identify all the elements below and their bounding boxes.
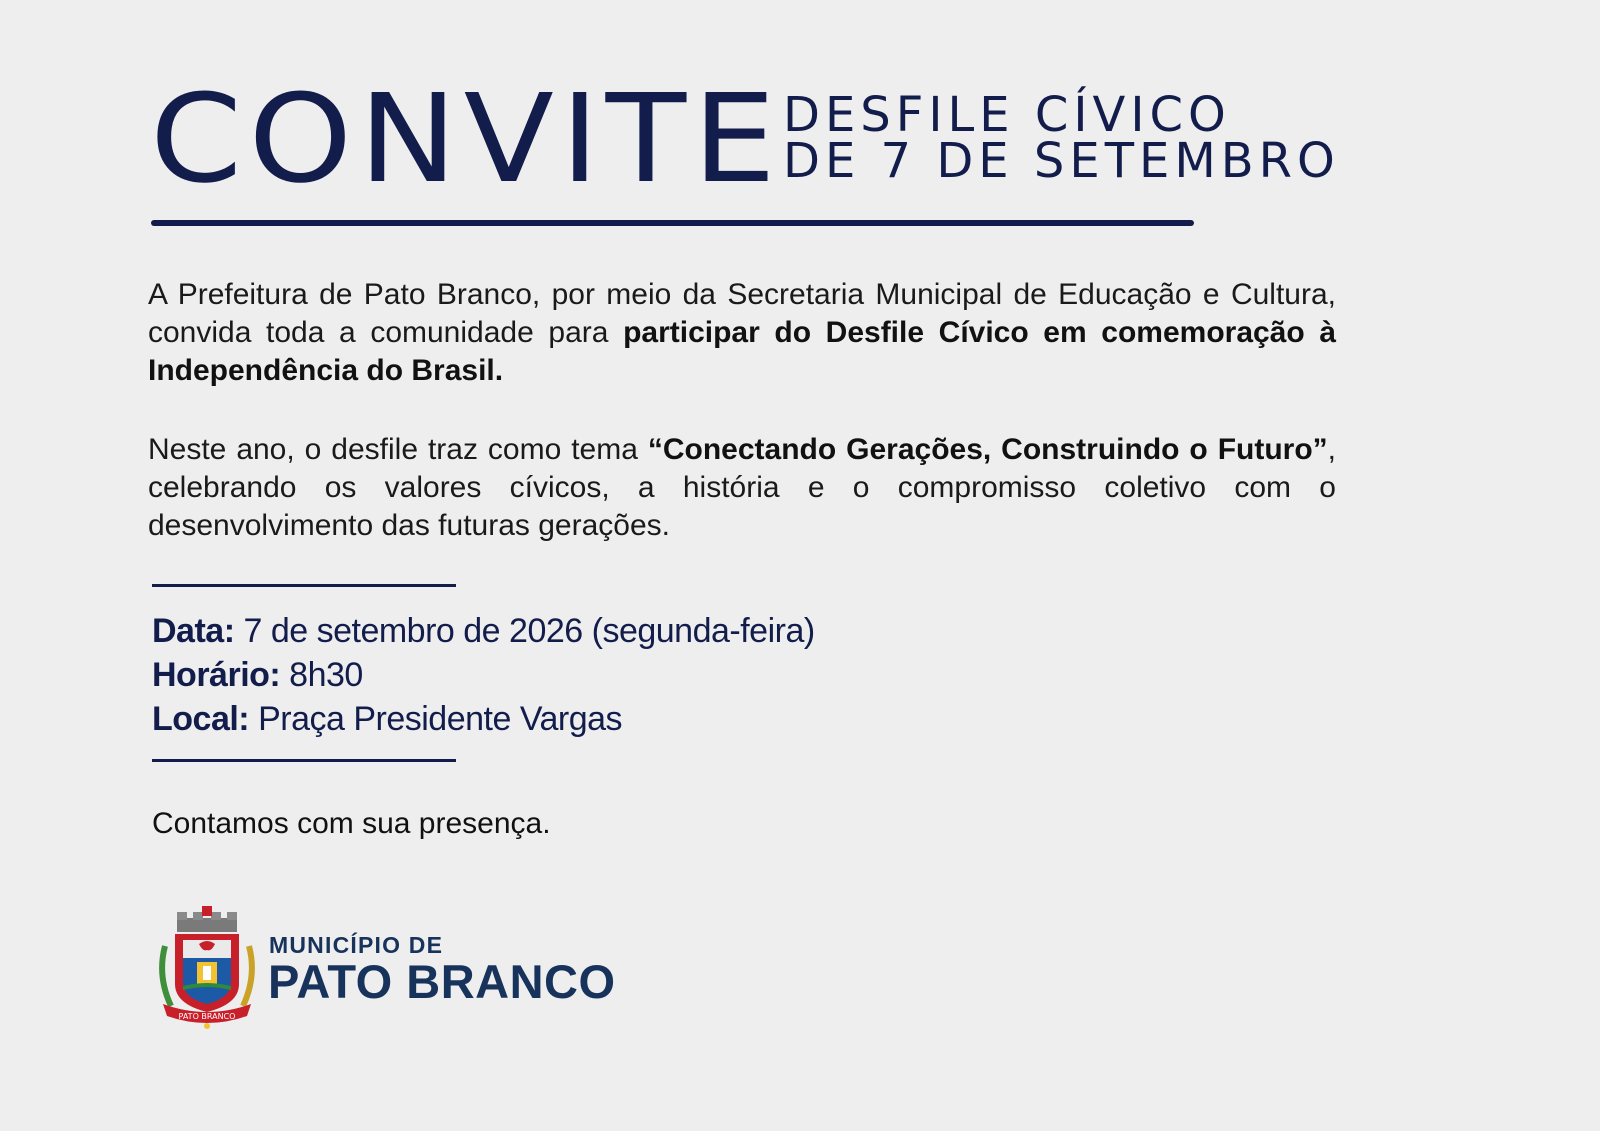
date-value: 7 de setembro de 2026 (segunda-feira) (234, 612, 815, 650)
municipality-name: PATO BRANCO (268, 955, 616, 1008)
time-value: 8h30 (280, 656, 363, 694)
event-details (152, 609, 815, 741)
theme-paragraph (148, 431, 1336, 545)
date-line (152, 609, 815, 653)
header-divider (151, 220, 1194, 226)
intro-paragraph (148, 276, 1336, 390)
municipality-prefix: MUNICÍPIO DE (269, 932, 444, 958)
event-subtitle (783, 87, 1340, 189)
time-line (152, 653, 815, 697)
details-divider-top (152, 584, 456, 587)
theme-name: “Conectando Gerações, Construindo o Futuro” (647, 433, 1328, 466)
time-label: Horário: (152, 656, 281, 694)
subtitle-line-2: DE 7 DE SETEMBRO (783, 133, 1340, 189)
date-label: Data: (152, 612, 235, 650)
theme-text-after: , celebrando os valores cívicos, a história e o compromisso coletivo com o desenvolvimento das futuras gerações. (148, 433, 1337, 542)
place-label: Local: (152, 700, 250, 738)
subtitle-line-1: DESFILE CÍVICO (783, 87, 1231, 143)
intro-bold-text: participar do Desfile Cívico em comemoração à Independência do Brasil. (148, 316, 1336, 387)
intro-text: A Prefeitura de Pato Branco, por meio da Secretaria Municipal de Educação e Cultura, convida toda a comunidade para (148, 278, 1336, 349)
theme-text-before: Neste ano, o desfile traz como tema (148, 433, 648, 466)
main-title: CONVITE (150, 68, 783, 210)
place-line (152, 697, 815, 741)
place-value: Praça Presidente Vargas (249, 700, 623, 738)
details-divider-bottom (152, 759, 456, 762)
closing-text: Contamos com sua presença. (152, 807, 551, 840)
coat-of-arms-icon (155, 906, 259, 1030)
seal-text: PATO BRANCO (178, 1012, 236, 1021)
header (150, 68, 1340, 210)
